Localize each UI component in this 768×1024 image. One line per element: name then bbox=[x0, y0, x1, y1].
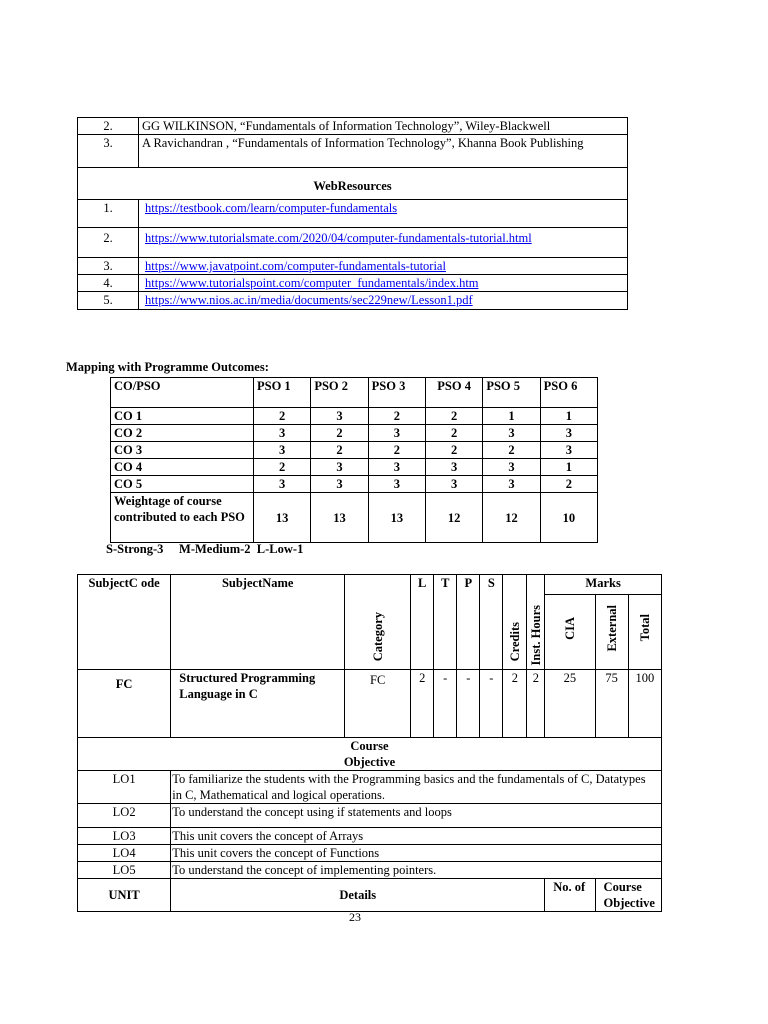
mapping-row bbox=[111, 442, 598, 459]
web-link-cell bbox=[139, 200, 628, 228]
book-row bbox=[78, 118, 628, 135]
mapping-cell: 2 bbox=[425, 442, 482, 459]
external-header-cell bbox=[595, 595, 628, 670]
weightage-cell: 10 bbox=[540, 493, 597, 543]
unit-header-row bbox=[78, 879, 662, 912]
category-value: FC bbox=[345, 670, 411, 738]
web-link-number: 2. bbox=[78, 228, 139, 258]
mapping-cell: 3 bbox=[368, 425, 425, 442]
mapping-cell: 2 bbox=[368, 442, 425, 459]
mapping-cell: 2 bbox=[425, 425, 482, 442]
marks-header: Marks bbox=[545, 575, 662, 595]
inst-hours-header: Inst. Hours bbox=[528, 604, 543, 665]
mapping-cell: 2 bbox=[425, 408, 482, 425]
book-text: GG WILKINSON, “Fundamentals of Information Technology”, Wiley-Blackwell bbox=[139, 118, 628, 135]
objective-id: LO2 bbox=[78, 804, 171, 828]
web-link-number: 3. bbox=[78, 258, 139, 275]
course-objective-header: Course Objective bbox=[595, 879, 661, 912]
mapping-cell: 3 bbox=[540, 425, 597, 442]
total-value: 100 bbox=[628, 670, 661, 738]
mapping-cell: 3 bbox=[483, 459, 540, 476]
mapping-header: PSO 3 bbox=[368, 378, 425, 408]
objective-id: LO4 bbox=[78, 845, 171, 862]
mapping-cell: 3 bbox=[254, 476, 311, 493]
unit-header: UNIT bbox=[78, 879, 171, 912]
details-header: Details bbox=[171, 879, 545, 912]
p-value: - bbox=[457, 670, 480, 738]
objective-text: To understand the concept using if statements and loops bbox=[171, 804, 662, 828]
objective-row bbox=[78, 845, 662, 862]
objective-id: LO5 bbox=[78, 862, 171, 879]
category-header: Category bbox=[370, 611, 385, 661]
objective-id: LO1 bbox=[78, 771, 171, 804]
web-link-cell bbox=[139, 275, 628, 292]
t-value: - bbox=[434, 670, 457, 738]
objective-text: This unit covers the concept of Functions bbox=[171, 845, 662, 862]
objective-heading-row bbox=[78, 738, 662, 771]
mapping-cell: 3 bbox=[483, 476, 540, 493]
s-header: S bbox=[480, 575, 503, 670]
p-header: P bbox=[457, 575, 480, 670]
no-of-header: No. of bbox=[545, 879, 595, 912]
mapping-row bbox=[111, 408, 598, 425]
subject-code: FC bbox=[78, 670, 171, 738]
mapping-cell: 1 bbox=[483, 408, 540, 425]
l-header: L bbox=[411, 575, 434, 670]
web-resources-heading-row bbox=[78, 168, 628, 200]
mapping-cell: 3 bbox=[311, 408, 368, 425]
web-link[interactable]: https://www.javatpoint.com/computer-fundamentals-tutorial bbox=[145, 259, 446, 273]
mapping-cell: 3 bbox=[425, 459, 482, 476]
course-objective-heading bbox=[78, 738, 662, 771]
total-header-cell bbox=[628, 595, 661, 670]
co-label: CO 5 bbox=[111, 476, 254, 493]
web-link[interactable]: https://www.nios.ac.in/media/documents/sec229new/Lesson1.pdf bbox=[145, 293, 473, 307]
mapping-cell: 1 bbox=[540, 459, 597, 476]
subject-name-header: SubjectName bbox=[171, 575, 345, 670]
credits-header: Credits bbox=[507, 621, 522, 661]
mapping-table bbox=[110, 377, 598, 543]
references-table bbox=[77, 117, 628, 310]
mapping-cell: 3 bbox=[540, 442, 597, 459]
mapping-cell: 2 bbox=[311, 425, 368, 442]
weightage-cell: 12 bbox=[425, 493, 482, 543]
mapping-header: PSO 1 bbox=[254, 378, 311, 408]
co-label: CO 4 bbox=[111, 459, 254, 476]
web-link-row bbox=[78, 200, 628, 228]
weightage-cell: 13 bbox=[254, 493, 311, 543]
co-label: CO 1 bbox=[111, 408, 254, 425]
cia-header-cell bbox=[545, 595, 595, 670]
inst-hours-value: 2 bbox=[527, 670, 545, 738]
category-header-cell bbox=[345, 575, 411, 670]
co-label: CO 2 bbox=[111, 425, 254, 442]
credits-header-cell bbox=[503, 575, 527, 670]
web-link-cell bbox=[139, 292, 628, 310]
course-header-row bbox=[78, 575, 662, 595]
inst-hours-header-cell bbox=[527, 575, 545, 670]
objective-row bbox=[78, 862, 662, 879]
page-number: 23 bbox=[349, 910, 361, 924]
mapping-header: PSO 5 bbox=[483, 378, 540, 408]
mapping-cell: 2 bbox=[368, 408, 425, 425]
mapping-title: Mapping with Programme Outcomes: bbox=[66, 360, 269, 374]
cia-header: CIA bbox=[562, 616, 577, 640]
mapping-header-row bbox=[111, 378, 598, 408]
co-label: CO 3 bbox=[111, 442, 254, 459]
objective-row bbox=[78, 804, 662, 828]
mapping-row bbox=[111, 425, 598, 442]
web-link-number: 4. bbox=[78, 275, 139, 292]
mapping-cell: 2 bbox=[254, 408, 311, 425]
mapping-cell: 3 bbox=[254, 442, 311, 459]
mapping-cell: 3 bbox=[311, 459, 368, 476]
mapping-cell: 3 bbox=[483, 425, 540, 442]
objective-text: To understand the concept of implementing pointers. bbox=[171, 862, 662, 879]
mapping-header: PSO 6 bbox=[540, 378, 597, 408]
mapping-cell: 3 bbox=[368, 459, 425, 476]
course-row bbox=[78, 670, 662, 738]
total-header: Total bbox=[637, 614, 652, 642]
mapping-header: CO/PSO bbox=[111, 378, 254, 408]
web-link[interactable]: https://www.tutorialsmate.com/2020/04/computer-fundamentals-tutorial.html bbox=[145, 231, 532, 245]
mapping-header: PSO 2 bbox=[311, 378, 368, 408]
mapping-cell: 1 bbox=[540, 408, 597, 425]
l-value: 2 bbox=[411, 670, 434, 738]
book-row bbox=[78, 135, 628, 168]
objective-text: To familiarize the students with the Programming basics and the fundamentals of C, Datatypes in C, Mathematical and logical operations. bbox=[171, 771, 662, 804]
strength-legend: S-Strong-3 M-Medium-2 L-Low-1 bbox=[106, 542, 304, 556]
mapping-cell: 2 bbox=[254, 459, 311, 476]
web-link-row bbox=[78, 228, 628, 258]
objective-row bbox=[78, 771, 662, 804]
weightage-label: Weightage of course contributed to each PSO bbox=[111, 493, 254, 543]
web-link-number: 1. bbox=[78, 200, 139, 228]
web-link-row bbox=[78, 292, 628, 310]
t-header: T bbox=[434, 575, 457, 670]
weightage-row bbox=[111, 493, 598, 543]
objective-id: LO3 bbox=[78, 828, 171, 845]
web-link-row bbox=[78, 258, 628, 275]
mapping-cell: 3 bbox=[254, 425, 311, 442]
external-value: 75 bbox=[595, 670, 628, 738]
web-resources-heading: WebResources bbox=[78, 168, 628, 200]
weightage-cell: 13 bbox=[368, 493, 425, 543]
web-link[interactable]: https://www.tutorialspoint.com/computer_fundamentals/index.htm bbox=[145, 276, 479, 290]
subject-name: Structured Programming Language in C bbox=[171, 670, 345, 738]
external-header: External bbox=[604, 604, 619, 652]
mapping-row bbox=[111, 476, 598, 493]
course-table bbox=[77, 574, 662, 912]
objective-text: This unit covers the concept of Arrays bbox=[171, 828, 662, 845]
mapping-cell: 2 bbox=[483, 442, 540, 459]
book-number: 2. bbox=[78, 118, 139, 135]
cia-value: 25 bbox=[545, 670, 595, 738]
web-link-cell bbox=[139, 228, 628, 258]
mapping-cell: 2 bbox=[311, 442, 368, 459]
book-text: A Ravichandran , “Fundamentals of Information Technology”, Khanna Book Publishing bbox=[139, 135, 628, 168]
objective-row bbox=[78, 828, 662, 845]
web-link-number: 5. bbox=[78, 292, 139, 310]
mapping-cell: 3 bbox=[368, 476, 425, 493]
weightage-cell: 13 bbox=[311, 493, 368, 543]
web-link[interactable]: https://testbook.com/learn/computer-fundamentals bbox=[145, 201, 398, 215]
web-link-cell bbox=[139, 258, 628, 275]
subject-code-header: SubjectC ode bbox=[78, 575, 171, 670]
mapping-row bbox=[111, 459, 598, 476]
course-objective-heading-text: Course Objective bbox=[343, 739, 396, 769]
weightage-cell: 12 bbox=[483, 493, 540, 543]
credits-value: 2 bbox=[503, 670, 527, 738]
web-link-row bbox=[78, 275, 628, 292]
mapping-cell: 3 bbox=[425, 476, 482, 493]
mapping-header: PSO 4 bbox=[425, 378, 482, 408]
mapping-cell: 2 bbox=[540, 476, 597, 493]
mapping-cell: 3 bbox=[311, 476, 368, 493]
book-number: 3. bbox=[78, 135, 139, 168]
s-value: - bbox=[480, 670, 503, 738]
